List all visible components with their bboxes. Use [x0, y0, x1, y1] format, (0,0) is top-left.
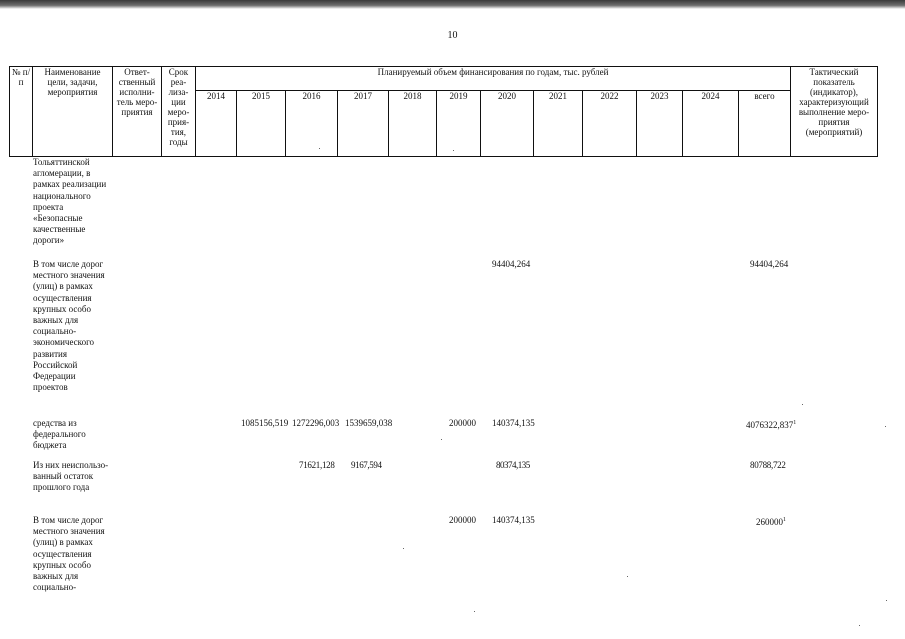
year-2014: 2014: [196, 91, 237, 157]
year-total: всего: [739, 91, 791, 157]
scan-speck: [802, 404, 803, 405]
scan-speck: [886, 600, 887, 601]
cell-2020: 80374,135: [496, 460, 530, 470]
cell-2016: 71621,128: [299, 460, 335, 470]
cell-2016: 1272296,003: [292, 418, 340, 428]
cell-2020: 140374,135: [492, 418, 535, 428]
year-2015: 2015: [237, 91, 286, 157]
cell-total-value: 260000: [756, 517, 783, 527]
cell-2019: 200000: [449, 515, 476, 525]
year-2022: 2022: [583, 91, 637, 157]
row-label: средства из федерального бюджета: [33, 418, 86, 451]
year-2017: 2017: [338, 91, 389, 157]
cell-2020: 140374,135: [492, 515, 535, 525]
cell-total: 80788,722: [750, 460, 786, 470]
row-label: Тольяттинской агломерации, в рамках реализации национального проекта «Безопасные качественные дороги»: [33, 157, 107, 246]
year-2023: 2023: [637, 91, 683, 157]
header-funding: Планируемый объем финансирования по годам, тыс. рублей: [196, 67, 791, 91]
year-2021: 2021: [534, 91, 583, 157]
cell-total-value: 4076322,837: [746, 420, 794, 430]
scan-speck: [474, 611, 475, 612]
year-2020: 2020: [481, 91, 534, 157]
scan-speck: [859, 625, 860, 626]
cell-2019: 200000: [449, 418, 476, 428]
header-num: № п/п: [10, 67, 33, 157]
cell-2020: 94404,264: [492, 259, 531, 269]
row-label: В том числе дорог местного значения (улиц) в рамках осуществления крупных особо важных для социально-экономического развития Российской Федерации проектов: [33, 259, 105, 393]
cell-2015: 1085156,519: [241, 418, 289, 428]
scan-speck: [885, 426, 886, 427]
year-2019: 2019: [437, 91, 481, 157]
header-term: Срок реа-лиза-ции меро-прия-тия, годы: [162, 67, 196, 157]
scan-speck: [441, 439, 442, 440]
row-label: Из них неиспользо-ванный остаток прошлого года: [33, 460, 109, 493]
scan-speck: [319, 148, 320, 149]
row-label: В том числе дорог местного значения (улиц) в рамках осуществления крупных особо важных для социально-: [33, 515, 105, 593]
year-2018: 2018: [389, 91, 437, 157]
cell-total: [756, 515, 786, 528]
cell-2017: 9167,594: [351, 460, 382, 470]
footnote-mark: 1: [783, 517, 786, 523]
header-indicator: Тактический показатель (индикатор), характеризующий выполнение меро-приятия (мероприятий): [791, 67, 878, 157]
header-responsible: Ответ-ственный исполни-тель меро-приятия: [113, 67, 162, 157]
year-2016: 2016: [286, 91, 338, 157]
scan-speck: [453, 150, 454, 151]
page-number: 10: [447, 30, 458, 41]
footnote-mark: 1: [793, 420, 797, 426]
scan-speck: [403, 548, 404, 549]
cell-total: 94404,264: [750, 259, 789, 269]
header-name: Наименование цели, задачи, мероприятия: [33, 67, 113, 157]
year-2024: 2024: [683, 91, 739, 157]
cell-2017: 1539659,038: [345, 418, 393, 428]
cell-total: [746, 418, 796, 431]
scan-speck: [627, 576, 628, 577]
